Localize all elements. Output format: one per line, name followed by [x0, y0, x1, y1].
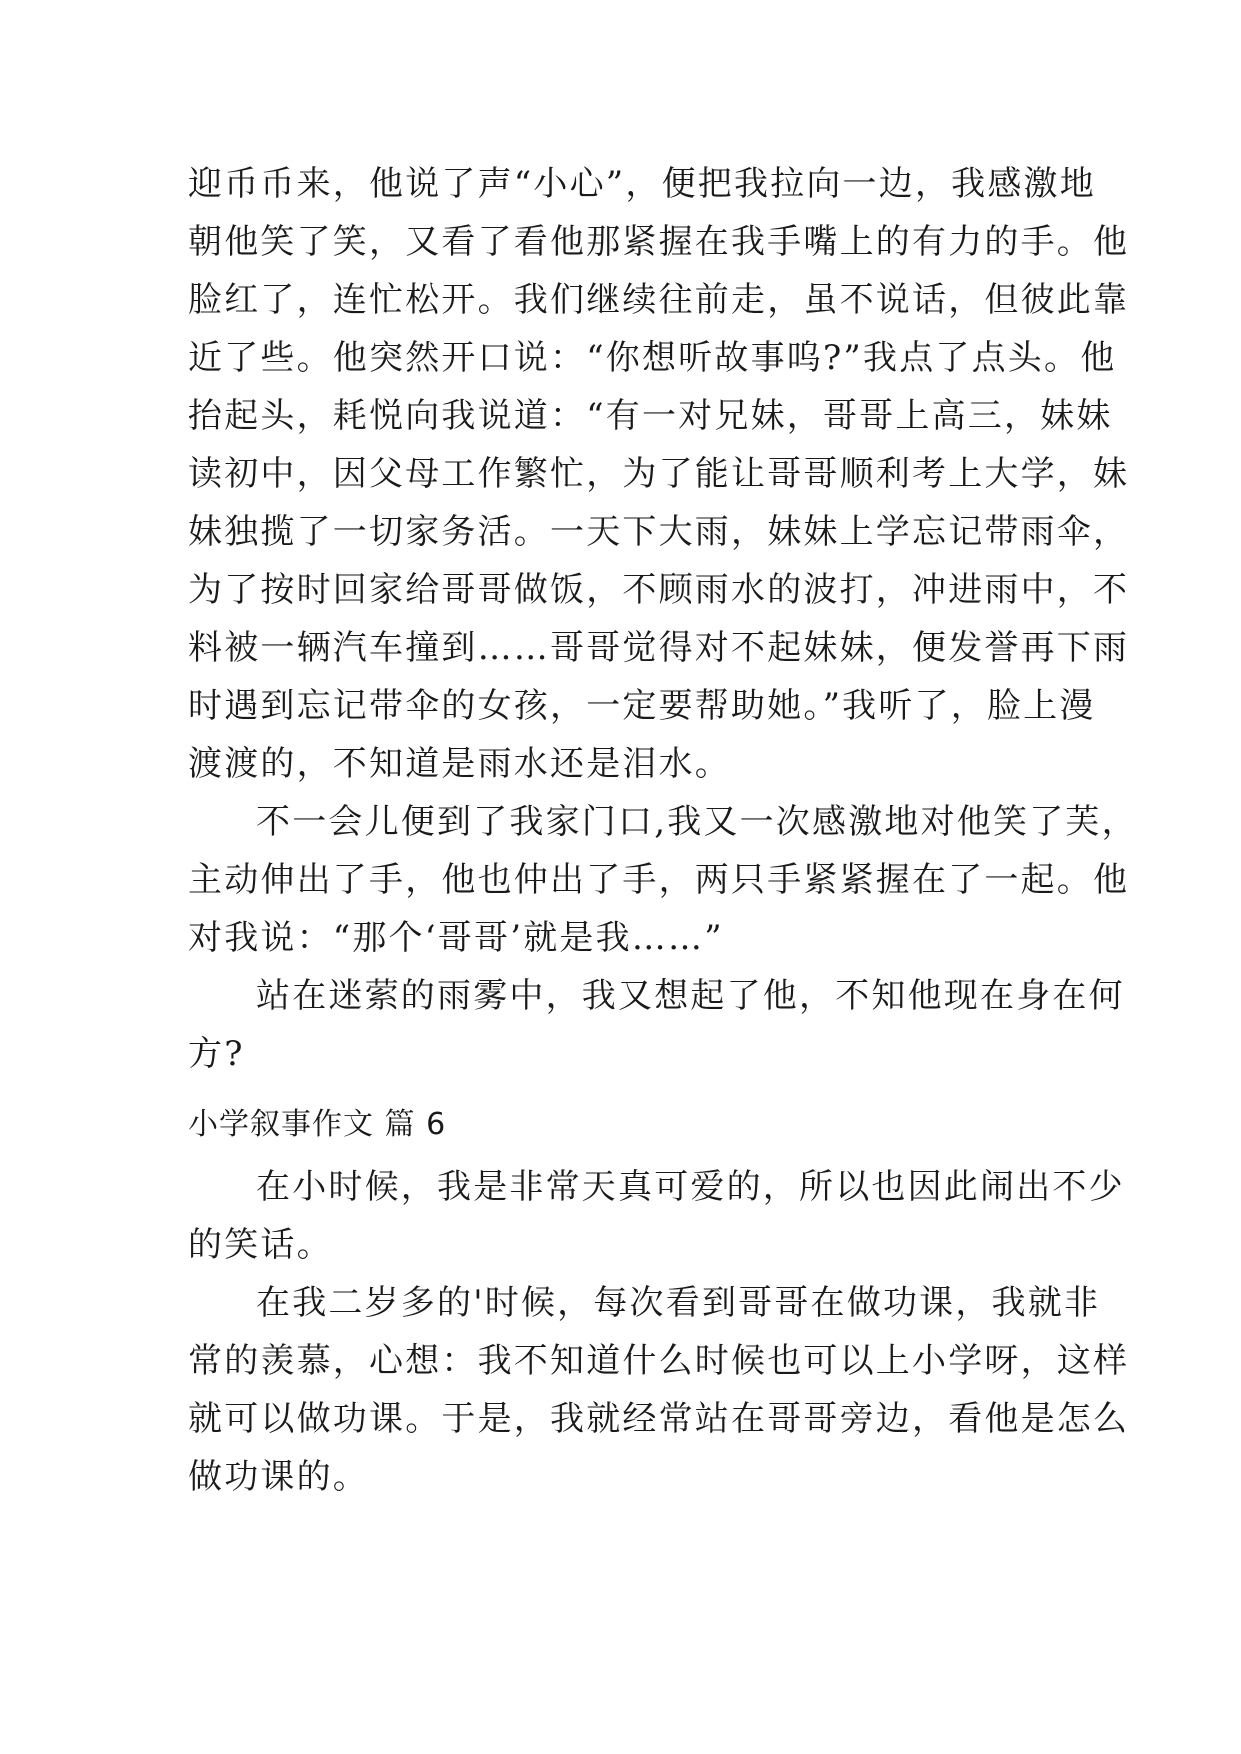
paragraph-line: 站在迷萦的雨雾中，我又想起了他，不知他现在身在何 [256, 976, 1125, 1016]
paragraph-line: 主动伸出了手，他也仲出了手，两只手紧紧握在了一起。他 [188, 860, 1130, 900]
paragraph-line: 对我说：“那个‘哥哥’就是我……” [188, 918, 724, 958]
paragraph-line: 的笑话。 [188, 1225, 333, 1265]
essay-body [188, 1158, 1130, 1506]
section-heading: 小学叙事作文 篇 6 [188, 1107, 447, 1142]
paragraph-line: 迎币币来，他说了声“小心”，便把我拉向一边，我感激地 [188, 164, 1096, 204]
paragraph-line: 在我二岁多的'时候，每次看到哥哥在做功课，我就非 [256, 1283, 1101, 1323]
paragraph-line: 常的羡慕，心想：我不知道什么时候也可以上小学呀，这样 [188, 1341, 1130, 1381]
paragraph-line: 方? [188, 1034, 245, 1074]
paragraph-line: 近了些。他突然开口说：“你想听故事呜?”我点了点头。他 [188, 338, 1117, 378]
paragraph-line: 就可以做功课。于是，我就经常站在哥哥旁边，看他是怎么 [188, 1399, 1130, 1439]
paragraph-line: 不一会儿便到了我家门口,我又一次感激地对他笑了芙， [256, 802, 1138, 842]
paragraph-line: 脸红了，连忙松开。我们继续往前走，虽不说话，但彼此靠 [188, 280, 1130, 320]
paragraph-line: 为了按时回家给哥哥做饭，不顾雨水的波打，冲进雨中，不 [188, 570, 1130, 610]
paragraph-line: 抬起头，耗悦向我说道：“有一对兄妹，哥哥上高三，妹妹 [188, 396, 1113, 436]
paragraph-line: 时遇到忘记带伞的女孩，一定要帮助她。”我听了，脸上漫 [188, 686, 1096, 726]
paragraph-line: 朝他笑了笑，又看了看他那紧握在我手嘴上的有力的手。他 [188, 222, 1130, 262]
paragraph-line: 做功课的。 [188, 1457, 369, 1497]
paragraph-line: 渡渡的，不知道是雨水还是泪水。 [188, 744, 731, 784]
paragraph-line: 在小时候，我是非常天真可爱的，所以也因此闹出不少 [256, 1167, 1125, 1207]
paragraph-line: 妹独揽了一切家务活。一天下大雨，妹妹上学忘记带雨伞， [188, 512, 1130, 552]
story-continuation [188, 155, 1138, 1083]
paragraph-line: 读初中，因父母工作繁忙，为了能让哥哥顺利考上大学，妹 [188, 454, 1130, 494]
paragraph-line: 料被一辆汽车撞到……哥哥觉得对不起妹妹，便发誉再下雨 [188, 628, 1130, 668]
